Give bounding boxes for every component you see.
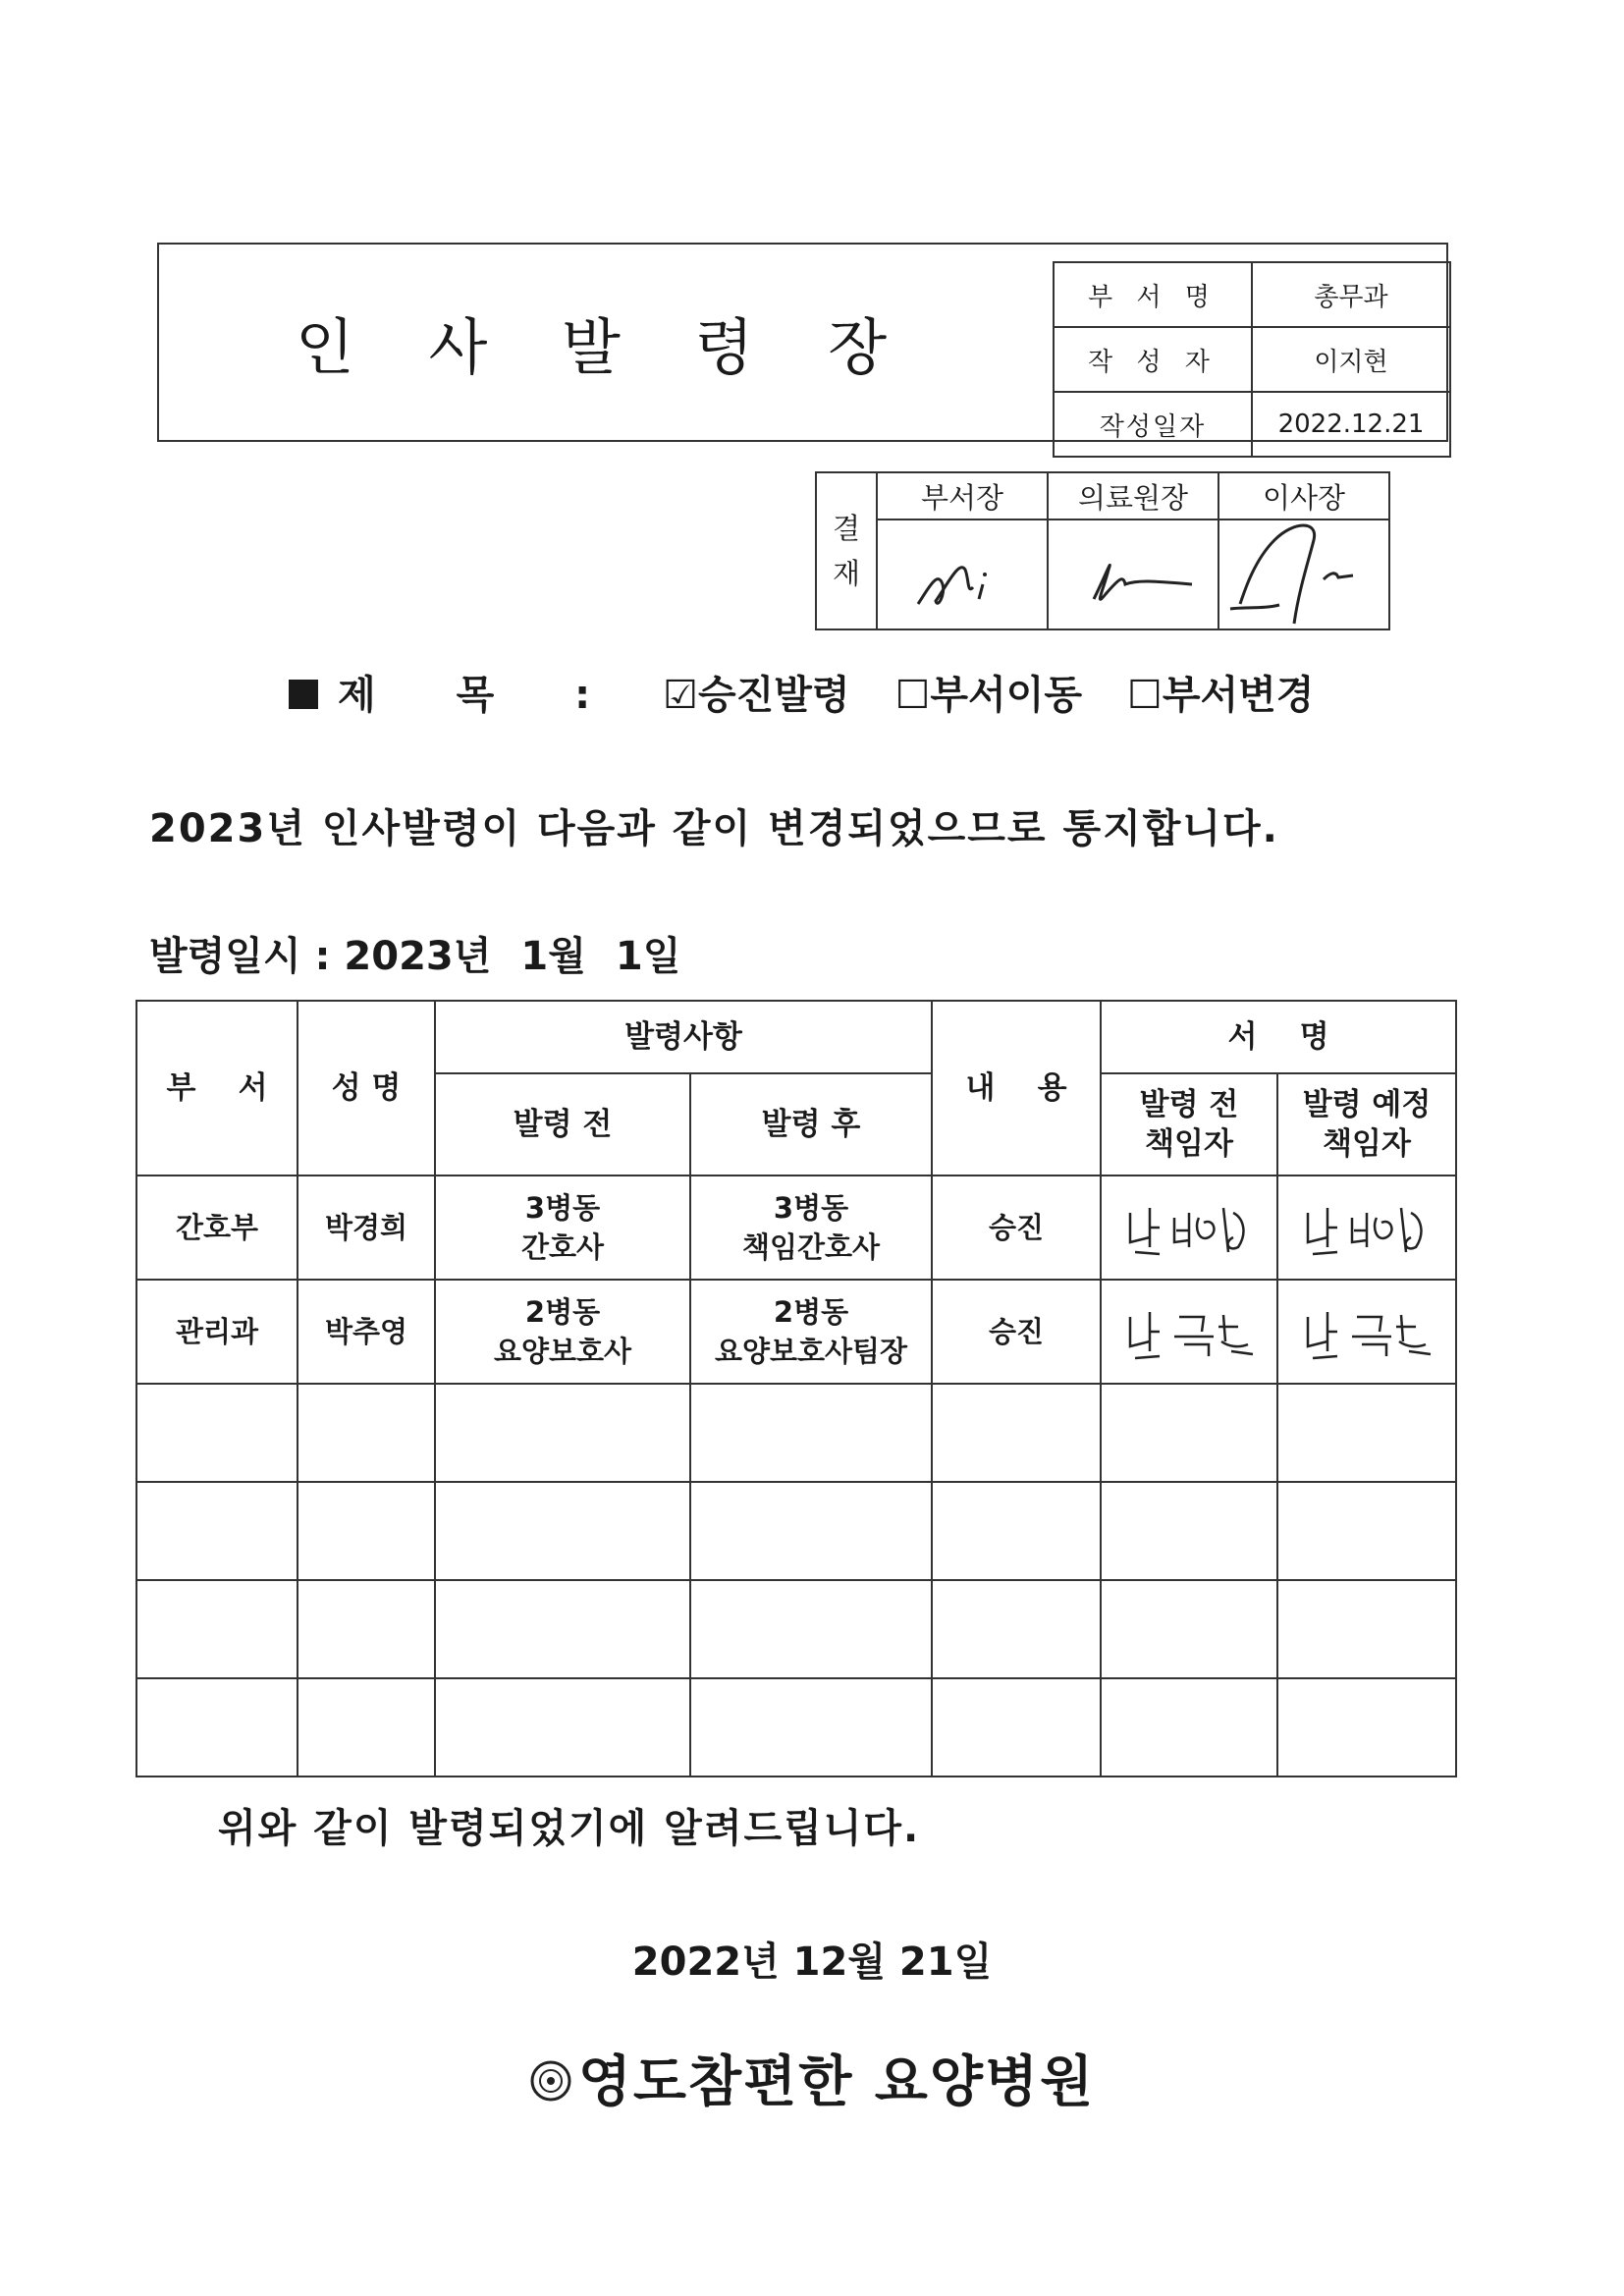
cell-before-line1: 3병동: [524, 1191, 601, 1225]
cell-dept: 관리과: [136, 1280, 298, 1384]
empty-cell: [1277, 1482, 1456, 1580]
cell-before: [435, 1280, 690, 1384]
header-sign-after: [1277, 1073, 1456, 1175]
empty-cell: [136, 1384, 298, 1482]
cell-after-line1: 2병동: [773, 1295, 849, 1329]
empty-box-icon: ☐: [1126, 673, 1163, 718]
meta-value: 2022.12.21: [1252, 392, 1450, 457]
empty-cell: [1277, 1580, 1456, 1678]
header-order: 발령사항: [435, 1001, 932, 1073]
meta-value: 총무과: [1252, 262, 1450, 327]
option-transfer-label: 부서이동: [930, 673, 1082, 718]
cell-before-line2: 간호사: [520, 1230, 605, 1264]
empty-cell: [435, 1678, 690, 1777]
checked-box-icon: ☑: [663, 673, 698, 718]
header-after: 발령 후: [690, 1073, 932, 1175]
approval-signature-dept-head: [877, 519, 1048, 629]
handwritten-signature-icon: [1115, 1193, 1263, 1262]
table-row-empty: [136, 1580, 1456, 1678]
signature-icon: [898, 530, 1026, 619]
empty-cell: [690, 1580, 932, 1678]
empty-cell: [435, 1384, 690, 1482]
cell-after-line2: 책임간호사: [741, 1230, 881, 1264]
empty-cell: [932, 1384, 1101, 1482]
table-row-empty: [136, 1482, 1456, 1580]
header-sign-before-line1: 발령 전: [1139, 1087, 1239, 1122]
empty-cell: [932, 1482, 1101, 1580]
subject-label: 제 목 :: [338, 673, 624, 718]
empty-cell: [932, 1678, 1101, 1777]
cell-before: [435, 1175, 690, 1280]
cell-signature-after: [1277, 1175, 1456, 1280]
empty-cell: [136, 1580, 298, 1678]
approval-side-label: [816, 472, 877, 629]
meta-row-author: [1054, 327, 1450, 392]
empty-cell: [1277, 1384, 1456, 1482]
cell-after-line2: 요양보호사팀장: [714, 1335, 908, 1368]
black-square-bullet-icon: [289, 680, 318, 709]
signature-icon: [1064, 530, 1202, 619]
empty-cell: [298, 1482, 435, 1580]
approval-signature-chairman: [1218, 519, 1389, 629]
handwritten-signature-icon: [1115, 1297, 1263, 1366]
header-sign-before-line2: 책임자: [1145, 1126, 1233, 1162]
approval-role-director: 의료원장: [1048, 472, 1218, 519]
personnel-order-table: [135, 1000, 1457, 1777]
header-sign-after-line2: 책임자: [1323, 1126, 1411, 1162]
effective-date-label: 발령일시 :: [149, 934, 331, 979]
handwritten-signature-icon: [1293, 1193, 1440, 1262]
cell-name: 박추영: [298, 1280, 435, 1384]
approval-role-dept-head: 부서장: [877, 472, 1048, 519]
hospital-name-line: [0, 2039, 1624, 2117]
empty-cell: [136, 1678, 298, 1777]
empty-cell: [1277, 1678, 1456, 1777]
notice-text: 2023년 인사발령이 다음과 같이 변경되었으므로 통지합니다.: [149, 806, 1279, 851]
subject-line: [289, 664, 1314, 720]
option-promotion-label: 승진발령: [698, 673, 850, 718]
document-title: 인 사 발 령 장: [295, 311, 915, 383]
meta-label: 작 성 자: [1054, 327, 1252, 392]
effective-month: 1월: [520, 934, 586, 979]
cell-before-line1: 2병동: [524, 1295, 601, 1329]
effective-day: 1일: [615, 934, 681, 979]
cell-signature-after: [1277, 1280, 1456, 1384]
effective-year: 2023년: [344, 934, 492, 979]
empty-box-icon: ☐: [894, 673, 931, 718]
document-meta-table: [1053, 261, 1451, 458]
table-row-empty: [136, 1678, 1456, 1777]
signature-icon: [1225, 501, 1382, 629]
issued-date: 2022년 12월 21일: [631, 1940, 993, 1985]
empty-cell: [690, 1482, 932, 1580]
handwritten-signature-icon: [1293, 1297, 1440, 1366]
empty-cell: [1101, 1482, 1277, 1580]
table-row: [136, 1280, 1456, 1384]
cell-content: 승진: [932, 1280, 1101, 1384]
header-sign: 서 명: [1101, 1001, 1456, 1073]
header-name: 성 명: [298, 1001, 435, 1175]
empty-cell: [435, 1580, 690, 1678]
hospital-seal-icon: [529, 2059, 572, 2103]
empty-cell: [298, 1678, 435, 1777]
empty-cell: [1101, 1580, 1277, 1678]
cell-name: 박경희: [298, 1175, 435, 1280]
header-dept: 부 서: [136, 1001, 298, 1175]
cell-content: 승진: [932, 1175, 1101, 1280]
header-content: 내 용: [932, 1001, 1101, 1175]
meta-label: 작성일자: [1054, 392, 1252, 457]
cell-after: [690, 1175, 932, 1280]
header-before: 발령 전: [435, 1073, 690, 1175]
closing-text: 위와 같이 발령되었기에 알려드립니다.: [218, 1806, 921, 1851]
meta-label: 부 서 명: [1054, 262, 1252, 327]
header-sign-before: [1101, 1073, 1277, 1175]
approval-side-label-2: 재: [832, 557, 860, 590]
empty-cell: [435, 1482, 690, 1580]
table-row: [136, 1175, 1456, 1280]
empty-cell: [1101, 1384, 1277, 1482]
approval-side-label-1: 결: [832, 512, 860, 545]
empty-cell: [298, 1580, 435, 1678]
header-sign-after-line1: 발령 예정: [1302, 1087, 1432, 1122]
cell-dept: 간호부: [136, 1175, 298, 1280]
meta-row-department: [1054, 262, 1450, 327]
cell-after-line1: 3병동: [773, 1191, 849, 1225]
option-promotion[interactable]: [663, 673, 849, 718]
hospital-name: 영도참편한 요양병원: [577, 2050, 1096, 2114]
empty-cell: [1101, 1678, 1277, 1777]
cell-before-line2: 요양보호사: [493, 1335, 632, 1368]
option-department-change[interactable]: [1127, 673, 1314, 718]
approval-signature-director: [1048, 519, 1218, 629]
meta-row-date: [1054, 392, 1450, 457]
empty-cell: [136, 1482, 298, 1580]
option-change-label: 부서변경: [1162, 673, 1315, 718]
empty-cell: [690, 1678, 932, 1777]
approval-role-chairman: 이사장: [1218, 472, 1389, 519]
empty-cell: [690, 1384, 932, 1482]
meta-value: 이지현: [1252, 327, 1450, 392]
approval-table: [815, 471, 1390, 630]
table-row-empty: [136, 1384, 1456, 1482]
option-department-transfer[interactable]: [895, 673, 1082, 718]
empty-cell: [932, 1580, 1101, 1678]
effective-date: [149, 925, 680, 981]
empty-cell: [298, 1384, 435, 1482]
cell-signature-before: [1101, 1175, 1277, 1280]
cell-signature-before: [1101, 1280, 1277, 1384]
cell-after: [690, 1280, 932, 1384]
